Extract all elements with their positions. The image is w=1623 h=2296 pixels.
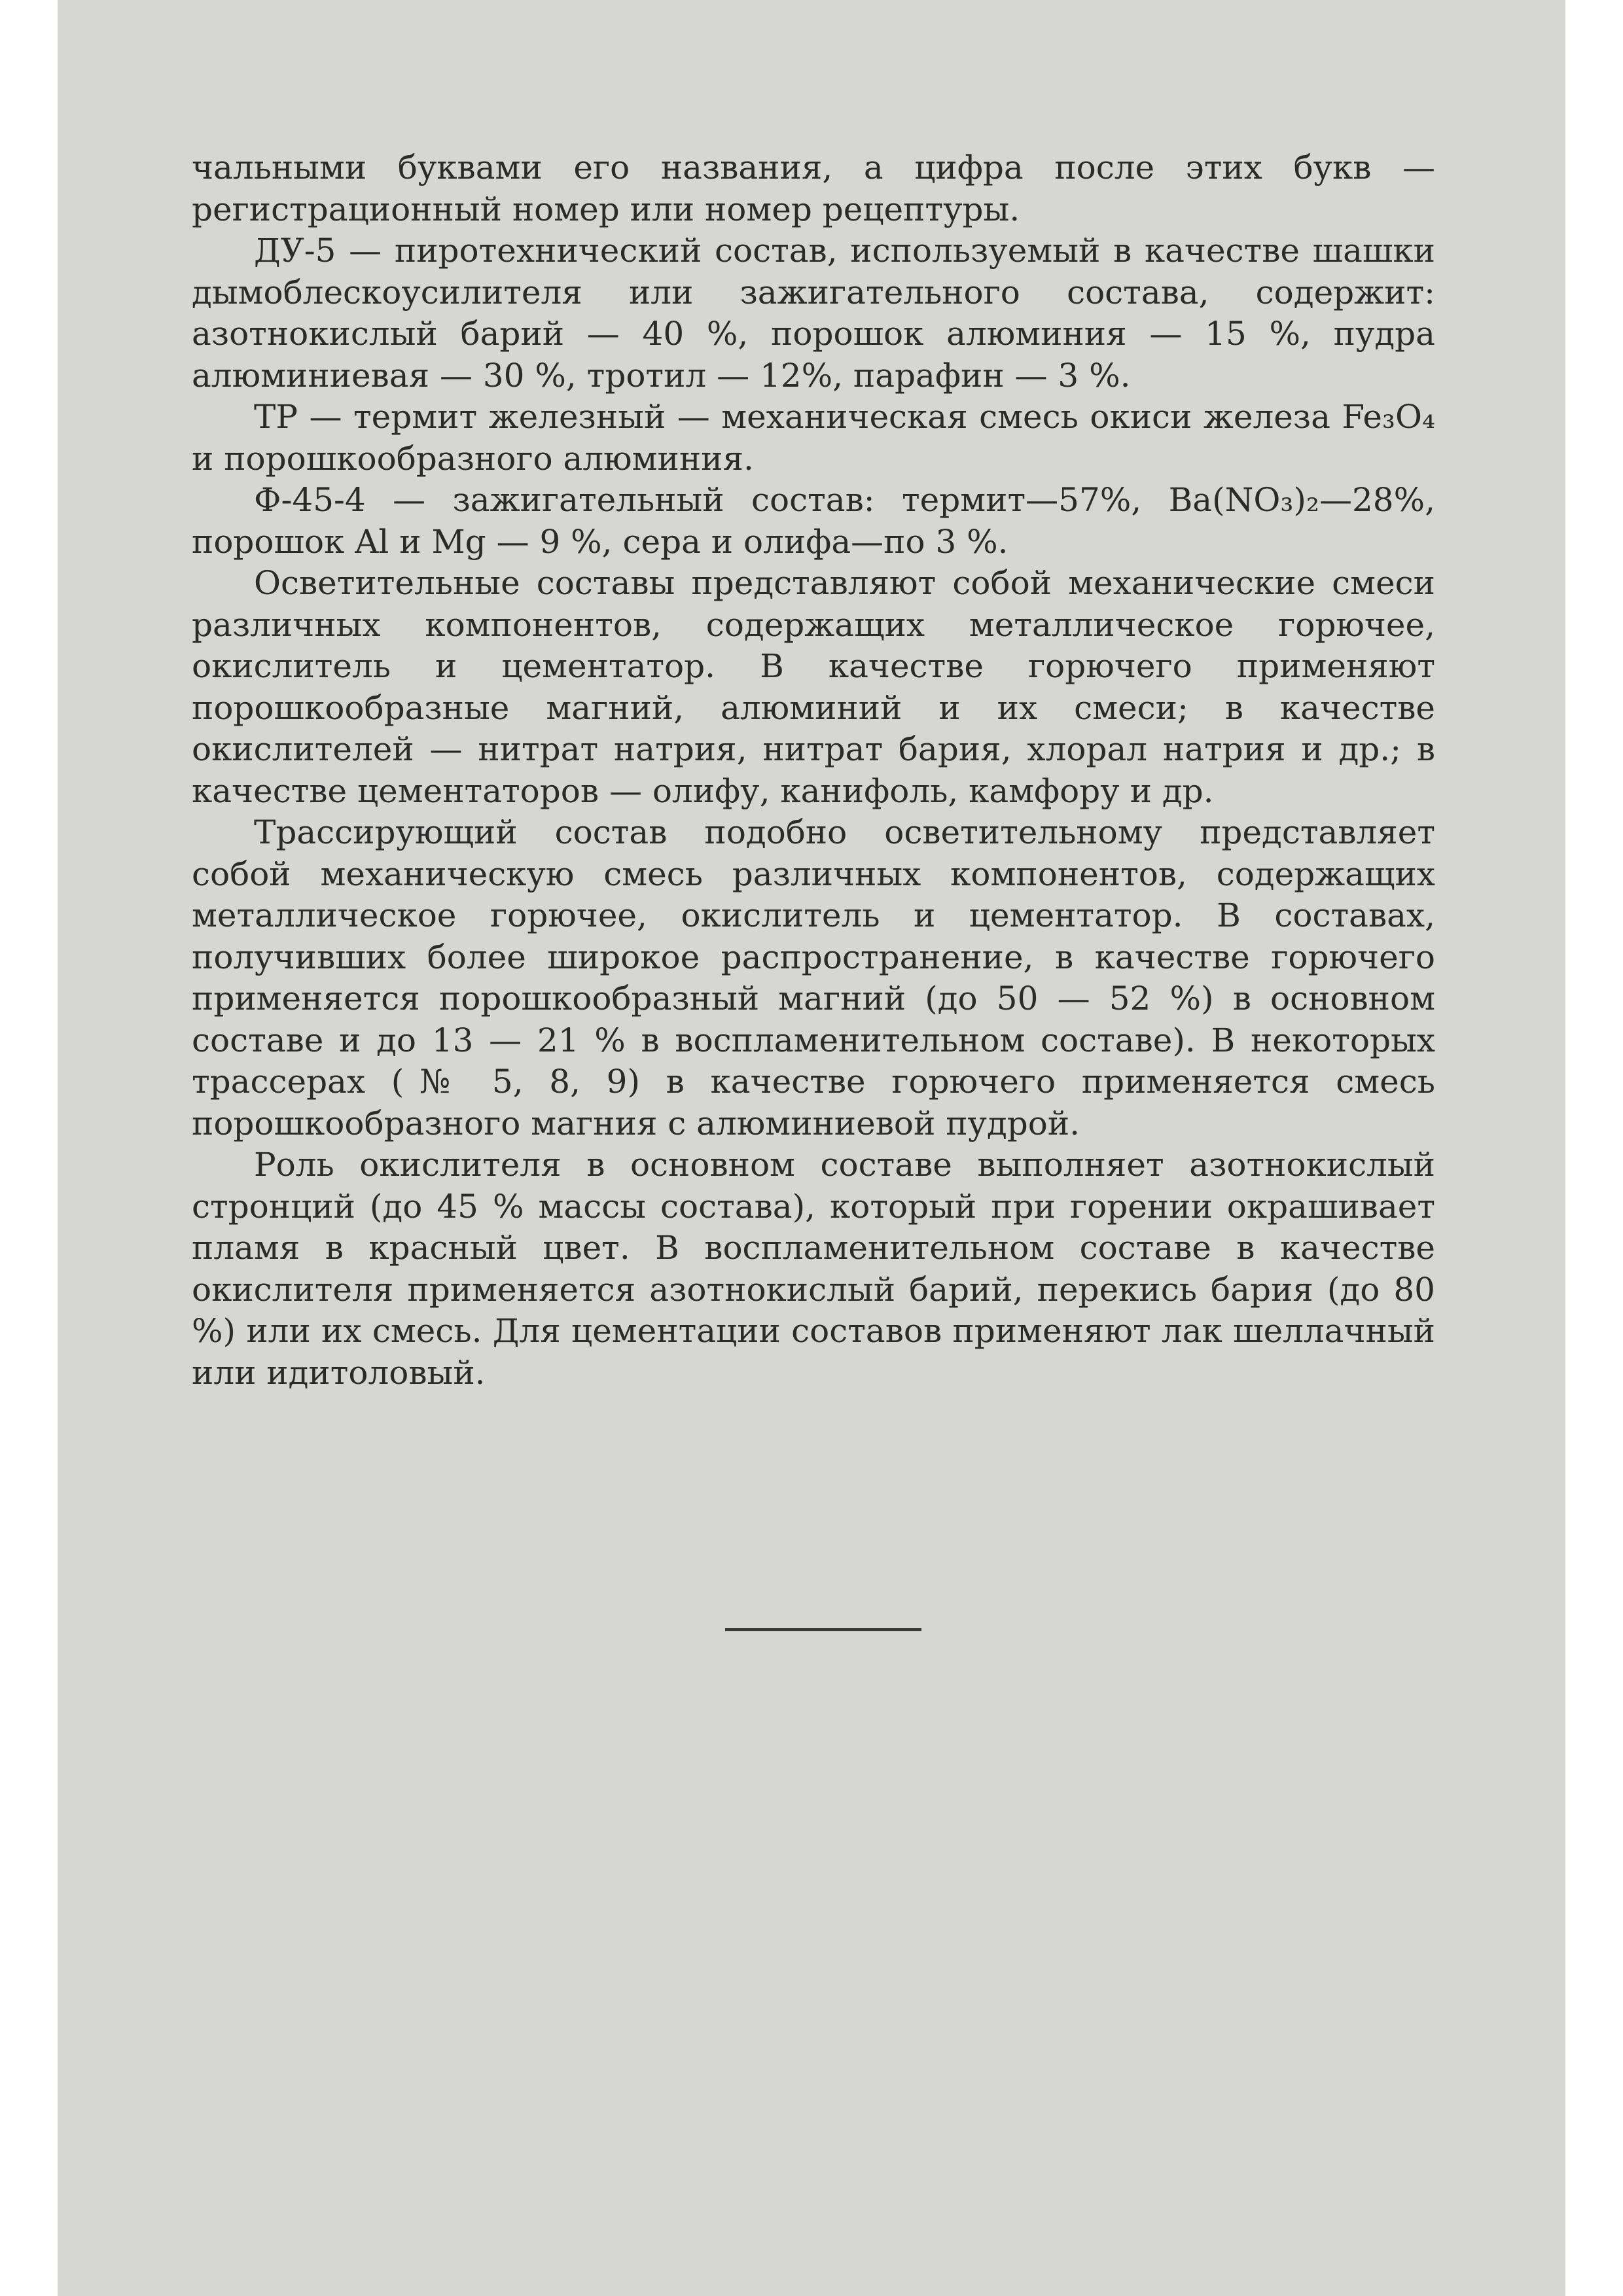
paragraph-f454: Ф-45-4 — зажигательный состав: термит—57%, Ba(NO₃)₂—28%, порошок Al и Mg — 9 %, сера и олифа—по 3 %. <box>192 481 1435 561</box>
document-page <box>58 0 1565 2296</box>
paragraph-oxidizer: Роль окислителя в основном составе выполняет азотнокислый стронций (до 45 % массы состава), который при горении окрашивает пламя в красный цвет. В воспламенительном составе в качестве окислителя применяется азотнокислый барий, перекись бария (до 80 %) или их смесь. Для цементации составов применяют лак шеллачный или идитоловый. <box>192 1146 1435 1392</box>
paragraph-illuminating: Осветительные составы представляют собой механические смеси различных компонентов, содержащих металлическое горючее, окислитель и цементатор. В качестве горючего применяют порошкообразные магний, алюминий и их смеси; в качестве окислителей — нитрат натрия, нитрат бария, хлорал натрия и др.; в качестве цементаторов — олифу, канифоль, камфору и др. <box>192 564 1435 810</box>
paragraph-continuation: чальными буквами его названия, а цифра после этих букв — регистрационный номер или номер рецептуры. <box>192 149 1435 228</box>
paragraph-du5: ДУ-5 — пиротехнический состав, используемый в качестве шашки дымоблескоусилителя или зажигательного состава, содержит: азотнокислый барий — 40 %, порошок алюминия — 15 %, пудра алюминиевая — 30 %, тротил — 12%, парафин — 3 %. <box>192 232 1435 395</box>
section-divider <box>725 1628 921 1631</box>
body-text <box>192 147 1435 1394</box>
paragraph-tr: ТР — термит железный — механическая смесь окиси железа Fe₃O₄ и порошкообразного алюминия. <box>192 398 1435 478</box>
paragraph-tracer: Трассирующий состав подобно осветительному представляет собой механическую смесь различных компонентов, содержащих металлическое горючее, окислитель и цементатор. В составах, получивших более широкое распространение, в качестве горючего применяется порошкообразный магний (до 50 — 52 %) в основном составе и до 13 — 21 % в воспламенительном составе). В некоторых трассерах (№ 5, 8, 9) в качестве горючего применяется смесь порошкообразного магния с алюминиевой пудрой. <box>192 813 1435 1142</box>
